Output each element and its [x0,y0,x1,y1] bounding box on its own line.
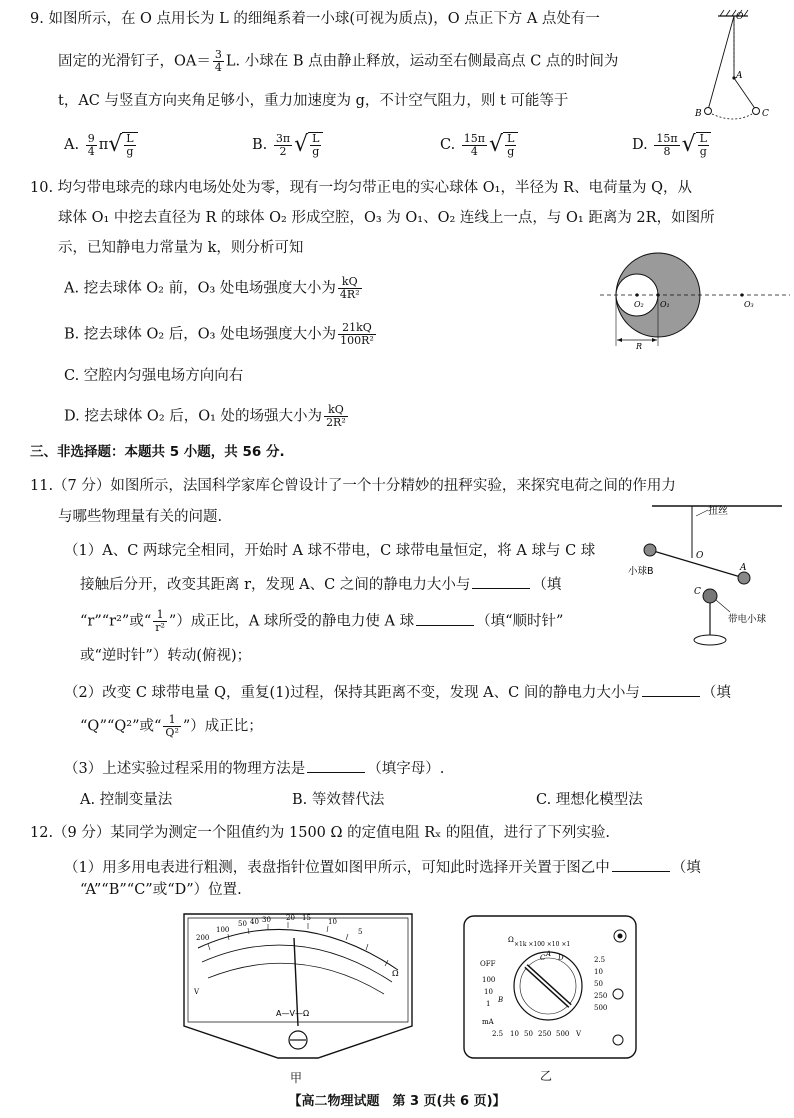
q9-line1: 9. 如图所示，在 O 点用长为 L 的细绳系着一小球(可视为质点)，O 点正下方 A 点处有一 [30,11,600,27]
q10-line1: 10. 均匀带电球壳的球内电场处处为零，现有一均匀带正电的实心球体 O₁，半径为 R、电荷量为 Q，从 [30,180,692,196]
switch-omega-label: Ω [508,936,514,944]
scale-label-5: 5 [358,928,363,936]
q11-p2-line1: （2）改变 C 球带电量 Q，重复(1)过程，保持其距离不变，发现 A、C 间的静电力大小与 （填 [64,682,731,703]
switch-right-500: 500 [594,1004,608,1012]
switch-pos-c: C [540,954,546,962]
switch-right-250: 250 [594,992,608,1000]
q11-p1-line3: “r”“r²”或“ $\frac{1}{\text{r²}}$ ”）成正比，A 球所受的静电力使 A 球 （填“顺时针” [80,608,564,634]
o-label: O [696,551,704,561]
scale-label-100: 100 [216,926,230,934]
dial-v-label: V [194,988,200,996]
dial-omega-label: Ω [392,969,399,978]
q12-p1-line1: （1）用多用电表进行粗测，表盘指针位置如图甲所示，可知此时选择开关置于图乙中 （填 [64,857,701,878]
q10-option-a: A. 挖去球体 O₂ 前，O₃ 处电场强度大小为 $\frac{kQ}{\text{4R²}}$ [64,275,360,301]
ball-c-label: C [694,587,701,597]
section-heading: 三、非选择题：本题共 5 小题，共 56 分. [30,444,285,460]
selector-switch-figure [460,912,640,1062]
answer-blank[interactable] [416,611,474,626]
ball-a-label: A [740,563,747,573]
torsion-balance-figure [622,500,788,680]
o1-label: O₁ [660,300,670,309]
q10-option-d: D. 挖去球体 O₂ 后，O₁ 处的场强大小为 $\frac{kQ}{\text{2R²}}$ [64,403,346,429]
q12-line1: 12.（9 分）某同学为测定一个阻值约为 1500 Ω 的定值电阻 Rₓ 的阻值，进行了下列实验. [30,825,611,841]
scale-label-10: 10 [328,918,337,926]
q11-p2-line2: “Q”“Q²”或“ $\frac{1}{\text{Q²}}$ ”）成正比； [80,713,263,739]
switch-right-2-5: 2.5 [594,956,606,964]
charged-ball-label: 带电小球 [728,614,767,625]
scale-label-200: 200 [196,934,210,942]
q9-option-d: D. $\frac{15\pi}{8}$ √ $\frac{L}{g}$ [632,132,711,158]
q11-p1-line2: 接触后分开，改变其距离 r，发现 A、C 之间的静电力大小与 （填 [80,574,561,595]
o3-label: O₃ [744,300,754,309]
q10-line2: 球体 O₁ 中挖去直径为 R 的球体 O₂ 形成空腔，O₃ 为 O₁、O₂ 连线上一点，与 O₁ 距离为 2R，如图所 [58,210,715,226]
scale-label-15: 15 [302,914,311,922]
figure-jia-caption: 甲 [290,1071,303,1085]
switch-bottom-250: 250 [538,1030,552,1038]
switch-pos-d: D [558,954,564,962]
switch-ma-label: mA [482,1018,494,1026]
q9-option-b: B. $\frac{3\pi}{2}$ √ $\frac{L}{g}$ [252,132,323,158]
q10-option-c: C. 空腔内匀强电场方向向右 [64,368,244,384]
scale-label-40: 40 [250,918,259,926]
r-label: R [636,342,643,350]
q9-option-a: A. $\frac{9}{4}$ π√ $\frac{L}{g}$ [64,132,138,158]
q11-line2: 与哪些物理量有关的问题. [58,509,223,525]
scale-label-20: 20 [286,914,295,922]
switch-range-100: 100 [482,976,496,984]
dial-unit-label: A—V—Ω [276,1009,310,1018]
o2-label: O₂ [634,300,644,309]
switch-off-label: OFF [480,960,496,968]
q9-line2: 固定的光滑钉子，OA＝ $\frac{3}{4}$ L. 小球在 B 点由静止释放，运动至右侧最高点 C 点的时间为 [58,48,619,74]
switch-right-50: 50 [594,980,603,988]
q11-p3-line1: （3）上述实验过程采用的物理方法是 （填字母）. [64,758,444,779]
scale-label-30: 30 [262,916,271,924]
q11-option-a: A. 控制变量法 [80,792,173,808]
switch-bottom-500: 500 [556,1030,570,1038]
answer-blank[interactable] [612,857,670,872]
point-O-label: O [736,12,744,22]
switch-multiplier-label: ×1k ×100 ×10 ×1 [514,941,571,948]
ball-b-label: 小球B [628,566,654,577]
q11-p1-line1: （1）A、C 两球完全相同，开始时 A 球不带电，C 球带电量恒定，将 A 球与 C 球 [64,543,596,559]
point-C-label: C [762,109,769,119]
scale-label-50: 50 [238,920,247,928]
q10-line3: 示，已知静电力常量为 k，则分析可知 [58,240,304,256]
switch-bottom-10: 10 [510,1030,519,1038]
switch-bottom-2-5: 2.5 [492,1030,504,1038]
q11-line1: 11.（7 分）如图所示，法国科学家库仑曾设计了一个十分精妙的扭秤实验，来探究电荷之间的作用力 [30,478,676,494]
switch-bottom-50: 50 [524,1030,533,1038]
switch-pos-b: B [498,996,504,1004]
q11-option-c: C. 理想化模型法 [536,792,643,808]
answer-blank[interactable] [307,758,365,773]
figure-yi-caption: 乙 [540,1069,553,1083]
multimeter-dial-figure [178,908,418,1068]
switch-range-10: 10 [484,988,493,996]
answer-blank[interactable] [472,574,530,589]
switch-v-label: V [576,1030,582,1038]
answer-blank[interactable] [642,682,700,697]
q9-fraction: $\frac{3}{4}$ [214,48,222,74]
pendulum-figure [690,6,790,124]
switch-right-10: 10 [594,968,603,976]
switch-range-1: 1 [486,1000,491,1008]
point-B-label: B [695,109,702,119]
torsion-wire-label: 扭丝 [708,506,728,517]
switch-pos-a: A [546,950,552,958]
q11-option-b: B. 等效替代法 [292,792,385,808]
q9-option-c: C. $\frac{15\pi}{4}$ √ $\frac{L}{g}$ [440,132,518,158]
q10-option-b: B. 挖去球体 O₂ 后，O₃ 处电场强度大小为 $\frac{21kQ}{\text{100R²}}$ [64,321,374,347]
point-A-label: A [736,71,743,81]
sphere-cavity-figure [600,250,790,350]
q12-p1-line2: “A”“B”“C”或“D”）位置. [80,882,242,898]
page-footer: 【高二物理试题 第 3 页(共 6 页)】 [288,1094,506,1109]
q9-line3: t，AC 与竖直方向夹角足够小，重力加速度为 g，不计空气阻力，则 t 可能等于 [58,93,569,109]
q11-p1-line4: 或“逆时针”）转动(俯视)； [80,648,252,664]
